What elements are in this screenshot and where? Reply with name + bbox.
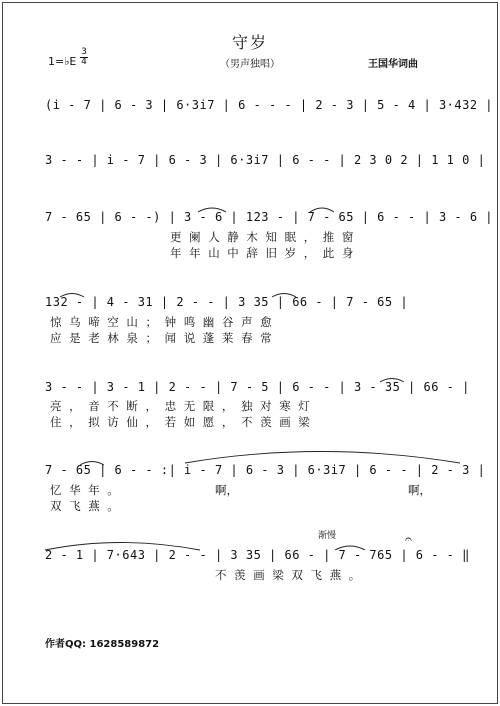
meter-top: 3 xyxy=(81,47,87,57)
slur-arc xyxy=(310,208,334,212)
lyrics-line-5-verse-1: 亮，音不断，忠无限，独对寒灯 xyxy=(50,399,318,413)
notation-line-2: 3 - - | i - 7 | 6 - 3 | 6·3i7 | 6 - - | 2 3 0 2 | 1 1 0 | xyxy=(45,153,486,167)
slur-arc xyxy=(380,379,404,383)
author-contact: 作者QQ: 1628589872 xyxy=(45,639,160,650)
lyrics-line-6-verse-2: 双飞燕。 xyxy=(50,499,127,513)
notation-line-5: 3 - - | 3 - 1 | 2 - - | 7 - 5 | 6 - - | 3 - 35 | 66 - | xyxy=(45,380,470,394)
lyrics-line-7: 不羡画梁双飞燕。 xyxy=(215,568,368,582)
lyrics-line-4-verse-2: 应是老林泉；闻说蓬莱春常 xyxy=(50,331,280,345)
lyrics-line-6-ah-2: 啊， xyxy=(408,483,431,497)
lyrics-line-4-verse-1: 惊乌啼空山；钟鸣幽谷声愈 xyxy=(50,315,280,329)
slur-arc xyxy=(60,294,84,298)
lyrics-line-6-verse-1: 忆华年。 xyxy=(50,483,127,497)
fermata-icon: 𝄐 xyxy=(405,532,412,546)
notation-line-7: 2 - 1 | 7·643 | 2 - - | 3 35 | 66 - | 7 - 765 | 6 - - ‖ xyxy=(45,548,470,562)
lyrics-line-3-verse-2: 年年山中辞旧岁，此身 xyxy=(170,246,361,260)
song-subtitle: （男声独唱） xyxy=(220,59,280,70)
notation-line-4: 132 - | 4 - 31 | 2 - - | 3 35 | 66 - | 7 - 65 | xyxy=(45,295,409,309)
slur-arc xyxy=(272,294,296,298)
notation-line-1: (i - 7 | 6 - 3 | 6·3i7 | 6 - - - | 2 - 3 | 5 - 4 | 3·432 | xyxy=(45,98,494,112)
lyrics-line-3-verse-1: 更阑人静木知眠，推窗 xyxy=(170,230,361,244)
meter-bottom: 4 xyxy=(81,57,87,67)
lyrics-line-5-verse-2: 住，拟访仙，若如愿，不羡画梁 xyxy=(50,415,318,429)
composer-credit: 王国华词曲 xyxy=(368,59,418,70)
slur-arc xyxy=(80,462,104,466)
notation-line-3: 7 - 65 | 6 - -) | 3 - 6 | 123 - | 7 - 65 | 6 - - | 3 - 6 | xyxy=(45,210,494,224)
lyrics-line-6-ah-1: 啊， xyxy=(215,483,238,497)
tempo-mark: 渐慢 xyxy=(318,531,337,541)
phrase-slur xyxy=(45,543,200,551)
song-title: 守岁 xyxy=(231,33,268,52)
phrase-slur xyxy=(185,452,460,464)
slur-arc xyxy=(335,546,365,550)
key-signature: 1=♭E xyxy=(48,55,77,68)
slur-arc xyxy=(198,208,226,212)
notation-line-6: 7 - 65 | 6 - - :| i - 7 | 6 - 3 | 6·3i7 | 6 - - | 2 - 3 | xyxy=(45,463,486,477)
